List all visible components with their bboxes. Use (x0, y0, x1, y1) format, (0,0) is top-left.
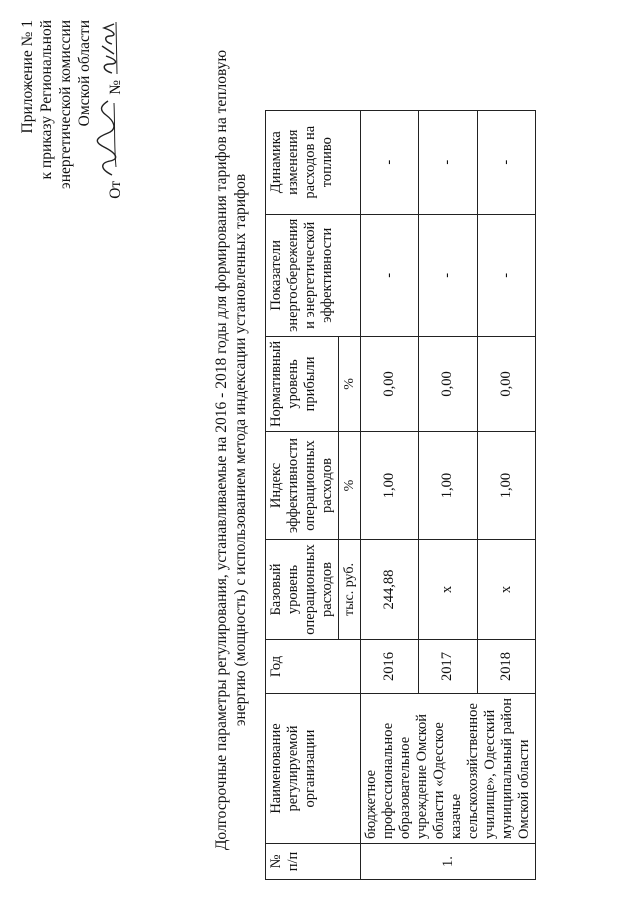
cell-energy: - (361, 214, 419, 336)
table-row (361, 110, 419, 879)
cell-year: 2017 (419, 640, 477, 694)
cell-year: 2018 (477, 640, 535, 694)
header-profit: Нормативный уровень прибыли (266, 336, 339, 431)
order-reference (94, 20, 125, 199)
appendix-line-3: энергетической комиссии (57, 20, 74, 189)
document-title (212, 35, 250, 865)
row-org-name: бюджетное профессиональное образовательное учреждение Омской области «Одесское казачье сельскохозяйственное училище», Одесский муниципальный район Омской области (361, 694, 536, 844)
cell-fuel: - (477, 110, 535, 214)
cell-index: 1,00 (477, 432, 535, 540)
header-num: № п/п (266, 844, 361, 880)
cell-base: х (419, 540, 477, 640)
header-fuel: Динамика изменения расходов на топливо (266, 110, 361, 214)
unit-base: тыс. руб. (339, 540, 361, 640)
appendix-line-4: Омской области (76, 20, 93, 127)
cell-energy: - (477, 214, 535, 336)
header-energy: Показатели энергосбережения и энергетической эффективности (266, 214, 361, 336)
header-year: Год (266, 640, 361, 694)
appendix-header (18, 20, 125, 310)
title-line-2: энергию (мощность) с использованием метода индексации установленных тарифов (232, 173, 249, 727)
cell-profit: 0,00 (361, 336, 419, 431)
cell-energy: - (419, 214, 477, 336)
unit-index: % (339, 432, 361, 540)
cell-profit: 0,00 (477, 336, 535, 431)
appendix-line-1: Приложение № 1 (19, 20, 36, 134)
cell-fuel: - (361, 110, 419, 214)
cell-profit: 0,00 (419, 336, 477, 431)
order-prefix: От (107, 180, 124, 199)
cell-index: 1,00 (361, 432, 419, 540)
handwritten-date-signature (94, 99, 120, 177)
appendix-line-2: к приказу Региональной (38, 20, 55, 180)
handwritten-order-number (96, 20, 120, 76)
header-row (266, 110, 339, 879)
header-base: Базовый уровень операционных расходов (266, 540, 339, 640)
cell-index: 1,00 (419, 432, 477, 540)
title-line-1: Долгосрочные параметры регулирования, устанавливаемые на 2016 - 2018 годы для формирования тарифов на тепловую (213, 49, 230, 851)
cell-base: х (477, 540, 535, 640)
cell-fuel: - (419, 110, 477, 214)
parameters-table (265, 110, 536, 880)
header-org: Наименование регулируемой организации (266, 694, 361, 844)
order-number-label: № (107, 80, 124, 95)
row-num: 1. (361, 844, 536, 880)
header-index: Индекс эффективности операционных расходов (266, 432, 339, 540)
unit-profit: % (339, 336, 361, 431)
cell-base: 244,88 (361, 540, 419, 640)
cell-year: 2016 (361, 640, 419, 694)
